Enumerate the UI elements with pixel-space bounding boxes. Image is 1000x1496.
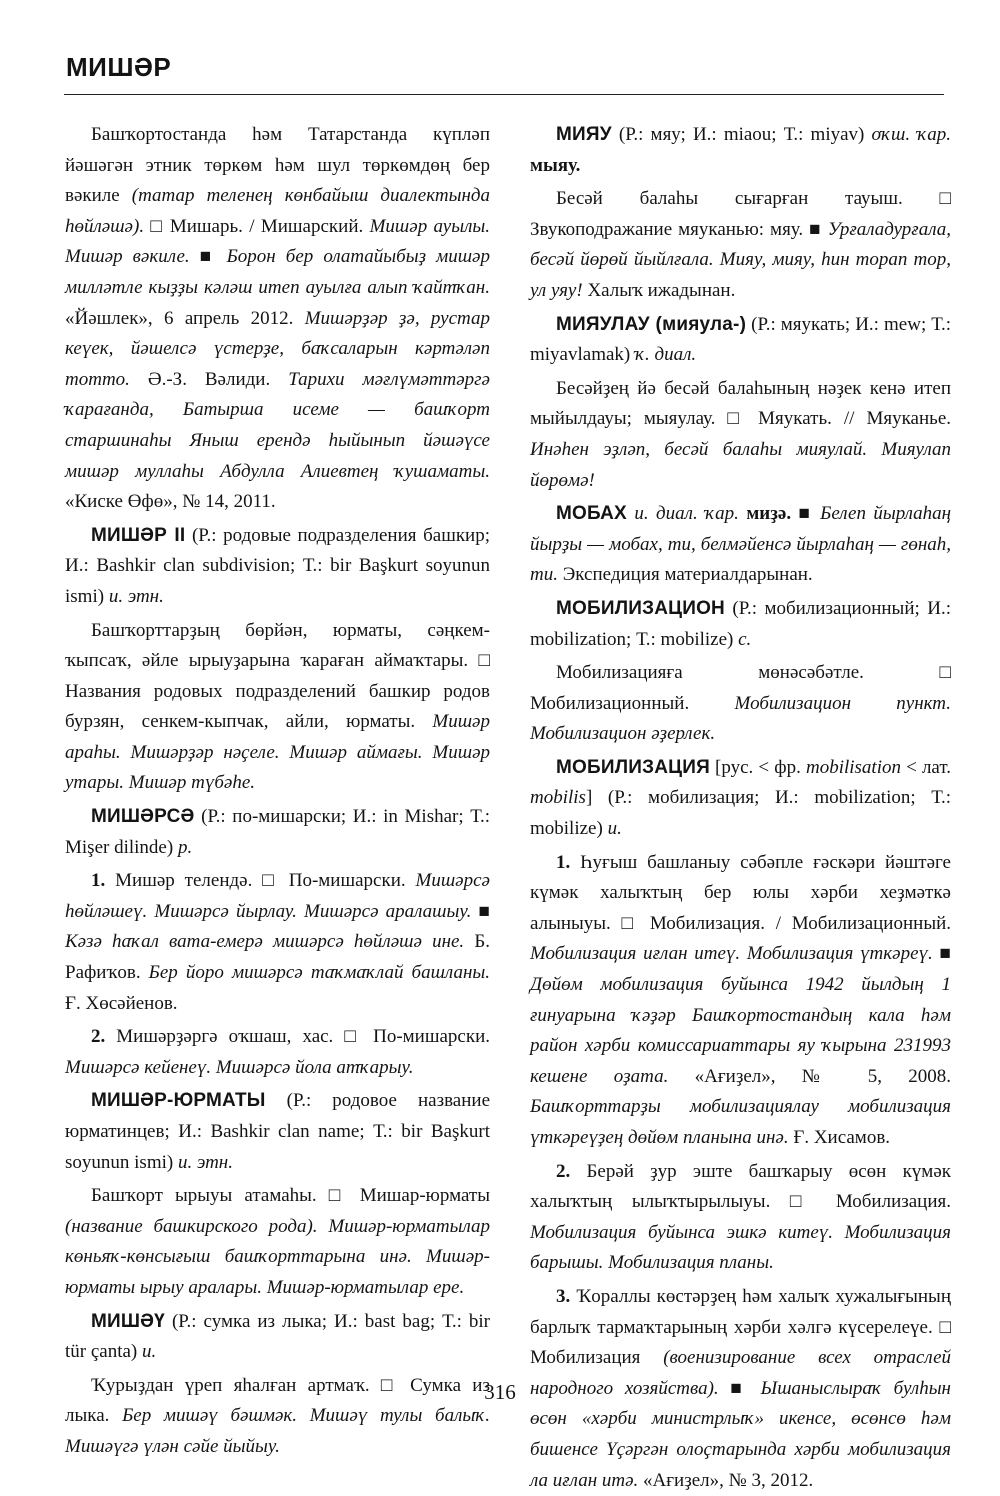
body-text: Мобилизацияға мөнәсәбәтле. □ Мобилизационный. bbox=[530, 662, 951, 714]
dictionary-paragraph bbox=[65, 1181, 490, 1303]
dictionary-paragraph bbox=[65, 1022, 490, 1083]
body-text: (Р.: родовые подразделения башкир; И.: Bashkir clan subdivision; Т.: bir Başkurt soyunun ismi) bbox=[65, 524, 490, 607]
body-text: ■ bbox=[189, 246, 227, 268]
body-text: ■ bbox=[932, 943, 951, 965]
body-text: Башҡорттарҙың бөрйән, юрматы, сәңкем-ҡыпсаҡ, әйле ырыуҙарына ҡараған аймаҡтары. □ Названия родовых подразделений башкир родов бурзян, сенкем-кыпчак, айли, юрматы. bbox=[65, 619, 490, 733]
body-text: [рус. < фр. bbox=[709, 756, 806, 778]
body-text: Ғ. Хисамов. bbox=[788, 1127, 891, 1148]
body-text: (Р.: мяукать; И.: mew; Т.: miyavlamak) bbox=[530, 313, 951, 366]
dictionary-paragraph bbox=[530, 848, 951, 1154]
dictionary-entry-head bbox=[65, 1086, 490, 1178]
body-text: (Р.: мяу; И.: miaou; Т.: miyav) bbox=[611, 124, 872, 145]
body-text: ■ bbox=[718, 1377, 761, 1399]
italic-text: Мишәр араһы. Мишәрҙәр нәҫеле. Мишәр аймағы. Мишәр утары. Мишәр түбәһе. bbox=[65, 711, 490, 794]
headword: МИЯУ bbox=[556, 124, 612, 145]
italic-text: Ышаныслыраҡ булһын өсөн «хәрби министрлыҡ» икенсе, өсөнсө һәм бишенсе Үҫәргән олоҫтарында хәрби мобилизация ла иғлан итә. bbox=[530, 1377, 951, 1491]
dictionary-paragraph bbox=[530, 1157, 951, 1279]
sense-number: 1. bbox=[91, 870, 106, 892]
italic-text: и. bbox=[607, 818, 622, 840]
headword: МОБИЛИЗАЦИОН bbox=[556, 597, 725, 619]
italic-text: Мобилизация буйынса эшкә китеү. Мобилизация барышы. Мобилизация планы. bbox=[530, 1221, 951, 1274]
italic-text: Белеп йырлаһаң йырҙы — мобах, ти, белмәйенсә йырлаһаң — гөнаһ, ти. bbox=[530, 503, 952, 586]
sense-number: 2. bbox=[556, 1160, 571, 1182]
body-text: (Р.: сумка из лыка; И.: bast bag; Т.: bir tür çanta) bbox=[65, 1310, 490, 1363]
headword: МИШӘРСӘ bbox=[91, 806, 195, 828]
dictionary-paragraph bbox=[65, 616, 490, 800]
italic-text: Борон бер олатайыбыҙ мишәр милләтле кыҙҙы кәләш итеп ауылға алып ҡайтҡан. bbox=[65, 246, 490, 298]
italic-text: с. bbox=[738, 628, 752, 650]
headword: МИШӘР-ЮРМАТЫ bbox=[91, 1090, 266, 1112]
italic-text: Урғаладурғала, бесәй йөрөй йыйлғала. Мияу, мияу, һин торап тор, ул уяу! bbox=[530, 218, 951, 301]
sense-number: 3. bbox=[556, 1285, 571, 1307]
italic-text: Тарихи мәғлүмәттәргә ҡарағанда, Батырша исеме — башҡорт старшинаһы Яныш ерендә һыйынып йәшәүсе мишәр муллаһы Абдулла Алиевтең ҡушаматы. bbox=[65, 368, 490, 482]
italic-text: оҡш. ҡар. bbox=[871, 124, 951, 145]
sense-number: миҙә. bbox=[746, 503, 792, 525]
body-text: «Киске Өфө», № 14, 2011. bbox=[65, 491, 276, 513]
body-text: Башҡортостанда һәм Татарстанда күпләп йәшәгән этник төркөм һәм шул төркөмдөң бер вәкиле bbox=[65, 124, 490, 207]
dictionary-entry-head bbox=[65, 521, 490, 613]
italic-text: Мишәрҙәр ҙә, рустар кеүек, йәшелсә үстерҙе, баҡсаларын кәртәләп тотто. bbox=[65, 307, 490, 390]
italic-text: mobilisation bbox=[805, 756, 901, 778]
italic-text: Дөйөм мобилизация буйынса 1942 йылдың 1 ғинуарына ҡәҙәр Башҡортостандың кала һәм район хәрби комиссариаттары яу ҡырына 231993 кешене оҙата. bbox=[530, 974, 951, 1087]
dictionary-entry-head bbox=[65, 802, 490, 863]
body-text: Ғ. Хөсәйенов. bbox=[65, 992, 178, 1014]
body-text: Һуғыш башланыу сәбәпле ғәскәри йәштәге күмәк халыҡтың бер юлы хәрби хеҙмәткә алыныуы. □ Мобилизация. / Мобилизационный. bbox=[530, 851, 951, 934]
italic-text: Мобилизация иғлан итеү. Мобилизация үткәреү. bbox=[530, 943, 933, 965]
dictionary-paragraph bbox=[530, 658, 951, 750]
body-text: «Ағиҙел», № 5, 2008. bbox=[668, 1065, 951, 1087]
headword: МИШӘҮ bbox=[91, 1310, 165, 1332]
headword: МИШӘР II bbox=[91, 524, 186, 546]
sense-number: мыяу. bbox=[530, 154, 581, 176]
body-text: (Р.: родовое название юрматинцев; И.: Bashkir clan name; Т.: bir Başkurt soyunun ismi) bbox=[65, 1090, 490, 1173]
sense-number: 1. bbox=[556, 851, 571, 873]
body-text: Башҡорт ырыуы атамаһы. □ Мишар-юрматы bbox=[91, 1185, 490, 1207]
left-column bbox=[65, 120, 491, 1457]
body-text: Экспедиция материалдарынан. bbox=[557, 564, 813, 586]
italic-text: (военизирование всех отраслей народного хозяйства). bbox=[530, 1347, 952, 1399]
italic-text: Кәзә һаҡал вата-емерә мишәрсә һөйләшә ине. bbox=[65, 931, 465, 953]
body-text: Халыҡ ижадынан. bbox=[582, 279, 736, 301]
dictionary-paragraph bbox=[65, 120, 490, 518]
italic-text: Бер мишәү бәшмәк. Мишәү тулы балыҡ. Мишәүгә үлән сәйе йыйыу. bbox=[65, 1405, 491, 1457]
dictionary-paragraph bbox=[530, 184, 951, 306]
sense-number: 2. bbox=[91, 1026, 106, 1048]
body-text: «Йәшлек», 6 апрель 2012. bbox=[65, 307, 305, 329]
body-text: □ Мишарь. / Мишарский. bbox=[144, 215, 370, 237]
italic-text: mobilis bbox=[530, 787, 586, 809]
body-text: Ҡораллы көстәрҙең һәм халыҡ хужалығының барлыҡ тармаҡтарының хәрби хәлгә күсерелеүе. □ Мобилизация bbox=[530, 1285, 951, 1369]
body-text: Ә.-З. Вәлиди. bbox=[129, 368, 289, 390]
body-text: ■ bbox=[791, 503, 821, 525]
body-text: Ҡурыҙдан үреп яһалған артмаҡ. □ Сумка из лыка. bbox=[65, 1374, 490, 1427]
italic-text: Мобилизацион пункт. Мобилизацион әҙерлек. bbox=[530, 692, 952, 745]
headword: МОБАХ bbox=[556, 503, 627, 525]
italic-text: (название башкирского рода). Мишәр-юрматылар көньяҡ-көнсығыш башҡорттарына инә. Мишәр-юрматы ырыу аралары. Мишәр-юрматылар ере. bbox=[65, 1215, 490, 1298]
dictionary-entry-head bbox=[530, 594, 951, 655]
italic-text: и. этн. bbox=[108, 585, 164, 607]
body-text: Берәй ҙур эште башҡарыу өсөн күмәк халыҡтың ылыҡтырылыуы. □ Мобилизация. bbox=[530, 1160, 951, 1213]
body-text: (Р.: по-мишарски; И.: in Mishar; Т.: Mişer dilinde) bbox=[65, 806, 490, 858]
body-text: < лат. bbox=[900, 756, 951, 778]
right-column bbox=[530, 120, 952, 1491]
body-text: Бесәйҙең йә бесәй балаһының нәҙек кенә итеп мыйылдауы; мыяулау. □ Мяукать. // Мяуканье. bbox=[530, 377, 951, 430]
italic-text: Бер йоро мишәрсә таҡмаҡлай башланы. bbox=[148, 962, 490, 984]
dictionary-entry-head bbox=[530, 499, 951, 591]
italic-text: Мишәрсә кейенеү. Мишәрсә йола атҡарыу. bbox=[65, 1056, 414, 1078]
header-rule bbox=[64, 94, 944, 95]
italic-text: Башҡорттарҙы мобилизациялау мобилизация үткәреүҙең дөйөм планына инә. bbox=[530, 1096, 951, 1148]
italic-text: и. диал. ҡар. bbox=[634, 503, 739, 525]
italic-text: (татар теленең көнбайыш диалектында һөйләшә). bbox=[65, 185, 490, 237]
italic-text: ҡ. диал. bbox=[635, 344, 697, 366]
dictionary-entry-head bbox=[530, 753, 951, 845]
body-text: Мишәрҙәргә оҡшаш, хас. □ По-мишарски. bbox=[105, 1026, 490, 1048]
dictionary-paragraph bbox=[65, 866, 490, 1019]
italic-text: и. этн. bbox=[177, 1151, 233, 1173]
dictionary-entry-head bbox=[530, 120, 951, 181]
dictionary-entry-head bbox=[65, 1307, 490, 1368]
body-text: ] (Р.: мобилизация; И.: mobilization; Т.: mobilize) bbox=[530, 787, 951, 840]
dictionary-paragraph bbox=[530, 374, 951, 496]
body-text: «Ағиҙел», № 3, 2012. bbox=[638, 1469, 814, 1491]
body-text: (Р.: мобилизационный; И.: mobilization; Т.: mobilize) bbox=[530, 597, 951, 650]
body-text: Мишәр телендә. □ По-мишарски. bbox=[105, 870, 416, 892]
body-text: Б. Рафиҡов. bbox=[65, 931, 490, 984]
body-text: ■ bbox=[471, 900, 490, 922]
body-text: Бесәй балаһы сығарған тауыш. □ Звукоподражание мяуканью: мяу. ■ bbox=[530, 188, 951, 240]
italic-text: Мишәр ауылы. Мишәр вәкиле. bbox=[65, 215, 490, 268]
italic-text: Инәһен эҙләп, бесәй балаһы мияулай. Мияулап йөрөмә! bbox=[530, 438, 951, 491]
dictionary-entry-head bbox=[530, 310, 951, 371]
page-number: 316 bbox=[484, 1380, 516, 1404]
italic-text: и. bbox=[142, 1341, 157, 1363]
headword: МИЯУЛАУ (мияула-) bbox=[556, 313, 747, 335]
running-head: МИШӘР bbox=[66, 52, 172, 82]
italic-text: Мишәрсә һөйләшеү. Мишәрсә йырлау. Мишәрсә аралашыу. bbox=[65, 870, 490, 922]
headword: МОБИЛИЗАЦИЯ bbox=[556, 756, 710, 778]
italic-text: р. bbox=[177, 836, 193, 858]
